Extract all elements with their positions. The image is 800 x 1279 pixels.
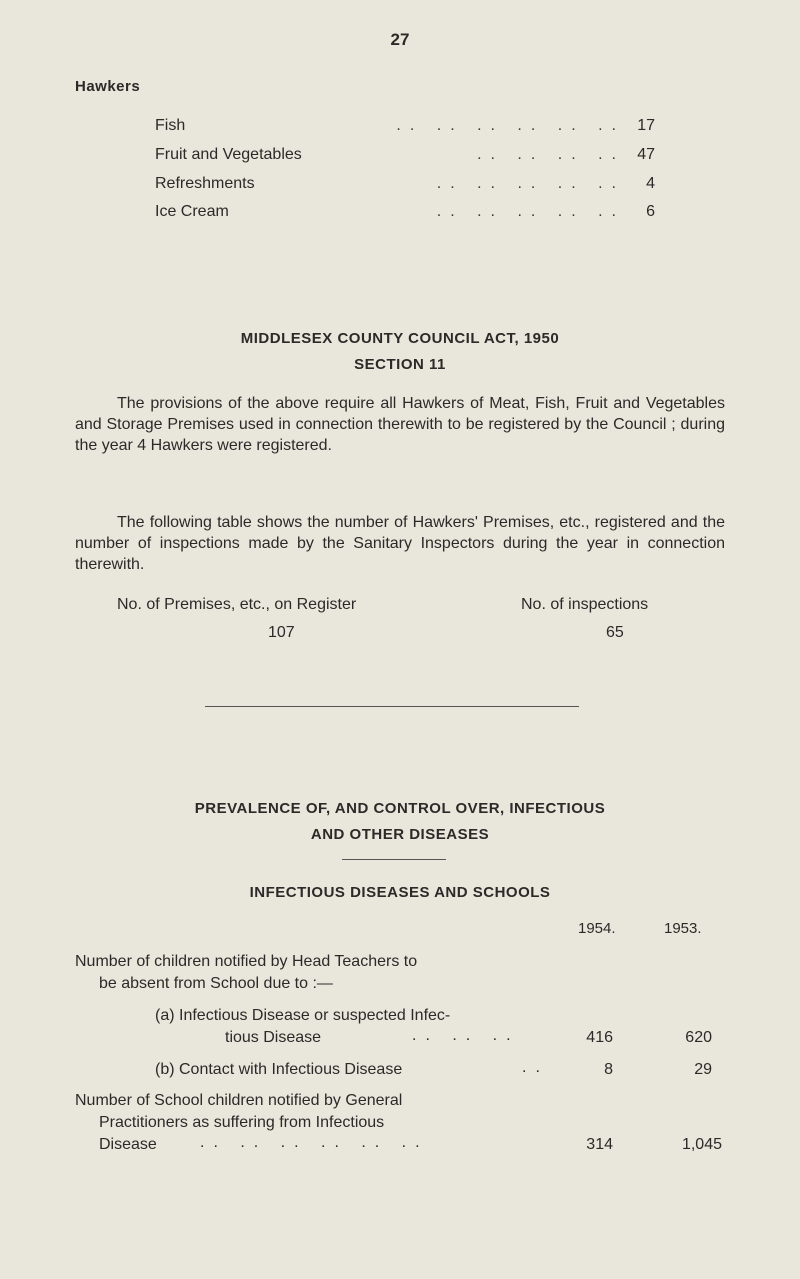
- hawkers-row-label: Refreshments: [155, 175, 261, 193]
- leader-dots: .. .. .. .. ..: [436, 175, 625, 192]
- head-teachers-intro-line2: be absent from School due to :—: [99, 975, 333, 992]
- item-b-label: (b) Contact with Infectious Disease: [155, 1061, 403, 1078]
- hawkers-row-value: 6: [646, 203, 655, 220]
- inspections-value: 65: [606, 624, 624, 641]
- item-a-1954-value: 416: [586, 1029, 613, 1046]
- leader-dots: .. .. .. .. .. ..: [396, 117, 625, 134]
- hawkers-row-value: 4: [646, 175, 655, 192]
- premises-value: 107: [268, 624, 295, 641]
- hawkers-row-label: Ice Cream: [155, 203, 235, 221]
- act-section-heading: SECTION 11: [354, 356, 446, 373]
- hawkers-heading: Hawkers: [75, 78, 141, 95]
- head-teachers-intro-line1: Number of children notified by Head Teachers to: [75, 953, 418, 970]
- gp-line1: Number of School children notified by General: [75, 1092, 403, 1109]
- hawkers-row-fish: [155, 117, 655, 141]
- gp-1954-value: 314: [586, 1136, 613, 1153]
- item-a-1953-value: 620: [685, 1029, 712, 1046]
- leader-dots: .. .. ..: [412, 1027, 520, 1044]
- gp-line3: Disease: [99, 1136, 157, 1153]
- leader-dots: .. .. .. .. .. ..: [200, 1134, 429, 1151]
- item-a-line1: (a) Infectious Disease or suspected Infec-: [155, 1007, 451, 1024]
- hawkers-row-ice-cream: [155, 203, 655, 227]
- year-1953-header: 1953.: [664, 920, 702, 937]
- act-paragraph-1: The provisions of the above require all Hawkers of Meat, Fish, Fruit and Vegetables and Storage Premises used in connection therewith to be registered by the Council ; during the year 4 Hawkers were registered.: [75, 395, 725, 454]
- inspections-column-header: No. of inspections: [521, 596, 649, 613]
- act-paragraph-2: The following table shows the number of Hawkers' Premises, etc., registered and the number of inspections made by the Sanitary Inspectors during the year in connection therewith.: [75, 514, 725, 573]
- hawkers-row-value: 47: [637, 146, 655, 163]
- item-b-1953-value: 29: [694, 1061, 712, 1078]
- hawkers-row-label: Fruit and Vegetables: [155, 146, 308, 164]
- page-number: 27: [390, 30, 410, 49]
- leader-dots: .. .. .. ..: [477, 146, 625, 163]
- schools-subheading: INFECTIOUS DISEASES AND SCHOOLS: [249, 884, 551, 901]
- hawkers-row-refreshments: [155, 175, 655, 199]
- section-divider: [205, 706, 579, 707]
- item-b-1954-value: 8: [604, 1061, 613, 1078]
- premises-column-header: No. of Premises, etc., on Register: [117, 596, 357, 613]
- hawkers-row-value: 17: [637, 117, 655, 134]
- prevalence-heading-line1: PREVALENCE OF, AND CONTROL OVER, INFECTIOUS: [194, 800, 606, 817]
- short-divider: [342, 859, 446, 860]
- year-1954-header: 1954.: [578, 920, 616, 937]
- act-heading: MIDDLESEX COUNTY COUNCIL ACT, 1950: [240, 330, 560, 347]
- gp-1953-value: 1,045: [681, 1136, 722, 1153]
- leader-dots: .. .. .. .. ..: [436, 203, 625, 220]
- leader-dots: ..: [522, 1059, 549, 1076]
- gp-line2: Practitioners as suffering from Infectious: [99, 1114, 385, 1131]
- item-a-line2: tious Disease: [225, 1029, 322, 1046]
- hawkers-row-fruit: [155, 146, 655, 170]
- hawkers-row-label: Fish: [155, 117, 191, 135]
- prevalence-heading-line2: AND OTHER DISEASES: [310, 826, 490, 843]
